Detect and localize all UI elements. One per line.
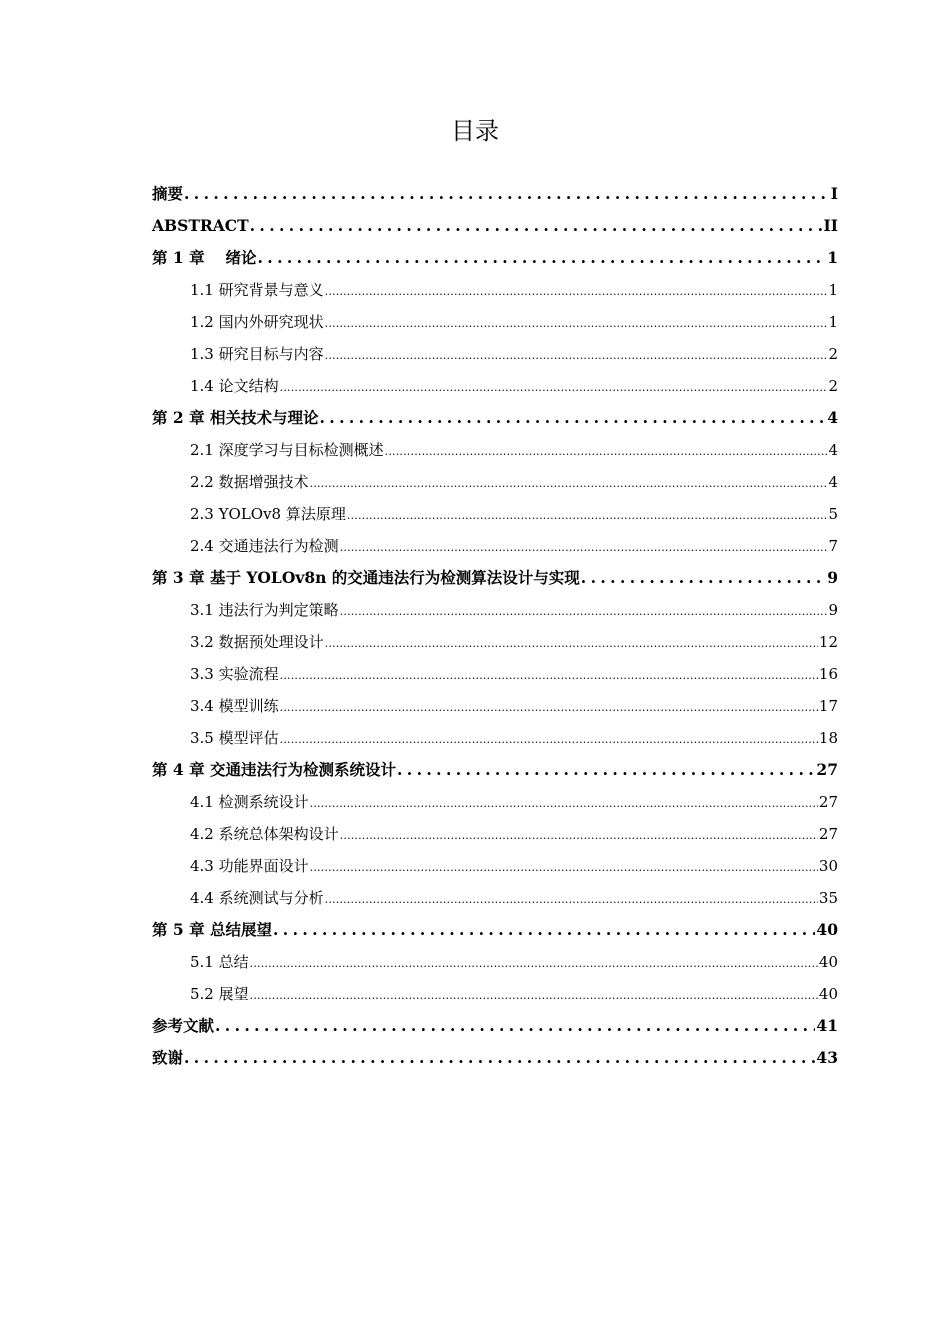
toc-dot-leader [325, 276, 828, 308]
toc-dot-leader [325, 628, 818, 660]
toc-entry-label: 3.4 模型训练 [190, 697, 279, 715]
toc-section-entry[interactable] [152, 338, 838, 370]
toc-dot-leader [310, 788, 818, 820]
toc-entry-label: 2.2 数据增强技术 [190, 473, 309, 491]
toc-entry-label: 4.2 系统总体架构设计 [190, 825, 339, 843]
toc-page-number: 5 [828, 505, 838, 523]
toc-dot-leader [280, 660, 818, 692]
toc-chapter-entry[interactable] [152, 1042, 838, 1074]
toc-dot-leader [325, 340, 828, 372]
toc-section-entry[interactable] [152, 882, 838, 914]
toc-entry-label: 1.2 国内外研究现状 [190, 313, 324, 331]
toc-dot-leader [280, 372, 828, 404]
toc-section-entry[interactable] [152, 946, 838, 978]
toc-entry-label: 1.3 研究目标与内容 [190, 345, 324, 363]
toc-entry-label: 4.3 功能界面设计 [190, 857, 309, 875]
toc-dot-leader [347, 500, 828, 532]
toc-section-entry[interactable] [152, 530, 838, 562]
toc-section-entry[interactable] [152, 818, 838, 850]
toc-page-number: 41 [816, 1016, 838, 1035]
toc-page-number: 2 [828, 345, 838, 363]
toc-page-number: 30 [818, 857, 838, 875]
toc-entry-label: 参考文献 [152, 1016, 215, 1035]
toc-entry-label: 3.3 实验流程 [190, 665, 279, 683]
toc-dot-leader [250, 948, 818, 980]
toc-page-number: 4 [828, 473, 838, 491]
toc-section-entry[interactable] [152, 370, 838, 402]
toc-dot-leader [310, 852, 818, 884]
toc-dot-leader [340, 596, 828, 628]
toc-page-number: 35 [818, 889, 838, 907]
toc-entry-label: 1.1 研究背景与意义 [190, 281, 324, 299]
toc-section-entry[interactable] [152, 274, 838, 306]
toc-section-entry[interactable] [152, 690, 838, 722]
toc-entry-label: 5.2 展望 [190, 985, 249, 1003]
toc-entry-label: 3.2 数据预处理设计 [190, 633, 324, 651]
toc-page-number: 40 [816, 920, 838, 939]
toc-page-number: 2 [828, 377, 838, 395]
toc-section-entry[interactable] [152, 658, 838, 690]
toc-page-number: 27 [818, 793, 838, 811]
toc-section-entry[interactable] [152, 434, 838, 466]
toc-chapter-entry[interactable] [152, 562, 838, 594]
toc-entry-label: 2.3 YOLOv8 算法原理 [190, 505, 346, 523]
toc-page-number: 4 [827, 408, 838, 427]
toc-section-entry[interactable] [152, 498, 838, 530]
toc-page-number: 43 [816, 1048, 838, 1067]
toc-entry-label: 2.1 深度学习与目标检测概述 [190, 441, 384, 459]
toc-entry-label: 3.5 模型评估 [190, 729, 279, 747]
toc-section-entry[interactable] [152, 466, 838, 498]
toc-dot-leader [385, 436, 828, 468]
toc-section-entry[interactable] [152, 786, 838, 818]
toc-page-number: I [830, 184, 838, 203]
toc-entry-label: 3.1 违法行为判定策略 [190, 601, 339, 619]
toc-dot-leader [397, 754, 815, 786]
toc-page-number: 9 [828, 601, 838, 619]
toc-entry-label: 4.1 检测系统设计 [190, 793, 309, 811]
toc-dot-leader [250, 210, 823, 242]
toc-section-entry[interactable] [152, 594, 838, 626]
toc-entry-label: 致谢 [152, 1048, 184, 1067]
toc-entry-label: 摘要 [152, 184, 184, 203]
table-of-contents [152, 178, 838, 1074]
toc-dot-leader [340, 532, 828, 564]
toc-page-number: 27 [818, 825, 838, 843]
toc-dot-leader [310, 468, 828, 500]
toc-dot-leader [250, 980, 818, 1012]
toc-dot-leader [280, 692, 818, 724]
toc-chapter-entry[interactable] [152, 754, 838, 786]
toc-chapter-entry[interactable] [152, 914, 838, 946]
toc-page-number: 18 [818, 729, 838, 747]
toc-page-number: 12 [818, 633, 838, 651]
toc-dot-leader [273, 914, 815, 946]
toc-page-number: 40 [818, 985, 838, 1003]
toc-entry-label: 第 2 章 相关技术与理论 [152, 408, 319, 427]
toc-entry-label: 第 1 章 绪论 [152, 248, 257, 267]
toc-dot-leader [581, 562, 826, 594]
toc-entry-label: 1.4 论文结构 [190, 377, 279, 395]
toc-entry-label: 第 3 章 基于 YOLOv8n 的交通违法行为检测算法设计与实现 [152, 568, 580, 587]
toc-entry-label: 2.4 交通违法行为检测 [190, 537, 339, 555]
toc-page-number: 7 [828, 537, 838, 555]
toc-page-number: 4 [828, 441, 838, 459]
toc-page-number: 1 [828, 281, 838, 299]
toc-page-number: 1 [827, 248, 838, 267]
toc-page-number: II [823, 216, 838, 235]
toc-dot-leader [319, 402, 826, 434]
toc-dot-leader [184, 1042, 815, 1074]
toc-entry-label: ABSTRACT [152, 216, 249, 235]
toc-dot-leader [325, 308, 828, 340]
toc-chapter-entry[interactable] [152, 1010, 838, 1042]
toc-page-number: 27 [816, 760, 838, 779]
toc-dot-leader [184, 178, 830, 210]
toc-chapter-entry[interactable] [152, 242, 838, 274]
toc-page-number: 16 [818, 665, 838, 683]
toc-entry-label: 第 5 章 总结展望 [152, 920, 272, 939]
toc-section-entry[interactable] [152, 722, 838, 754]
toc-dot-leader [215, 1010, 815, 1042]
toc-dot-leader [257, 242, 826, 274]
toc-page-number: 17 [818, 697, 838, 715]
toc-page-number: 40 [818, 953, 838, 971]
toc-chapter-entry[interactable] [152, 210, 838, 242]
toc-dot-leader [280, 724, 818, 756]
toc-dot-leader [340, 820, 818, 852]
toc-chapter-entry[interactable] [152, 178, 838, 210]
toc-chapter-entry[interactable] [152, 402, 838, 434]
toc-section-entry[interactable] [152, 306, 838, 338]
toc-section-entry[interactable] [152, 850, 838, 882]
page-title: 目录 [451, 117, 499, 145]
toc-page-number: 9 [827, 568, 838, 587]
toc-page-number: 1 [828, 313, 838, 331]
toc-dot-leader [325, 884, 818, 916]
toc-entry-label: 5.1 总结 [190, 953, 249, 971]
toc-entry-label: 4.4 系统测试与分析 [190, 889, 324, 907]
toc-entry-label: 第 4 章 交通违法行为检测系统设计 [152, 760, 396, 779]
toc-section-entry[interactable] [152, 978, 838, 1010]
toc-section-entry[interactable] [152, 626, 838, 658]
